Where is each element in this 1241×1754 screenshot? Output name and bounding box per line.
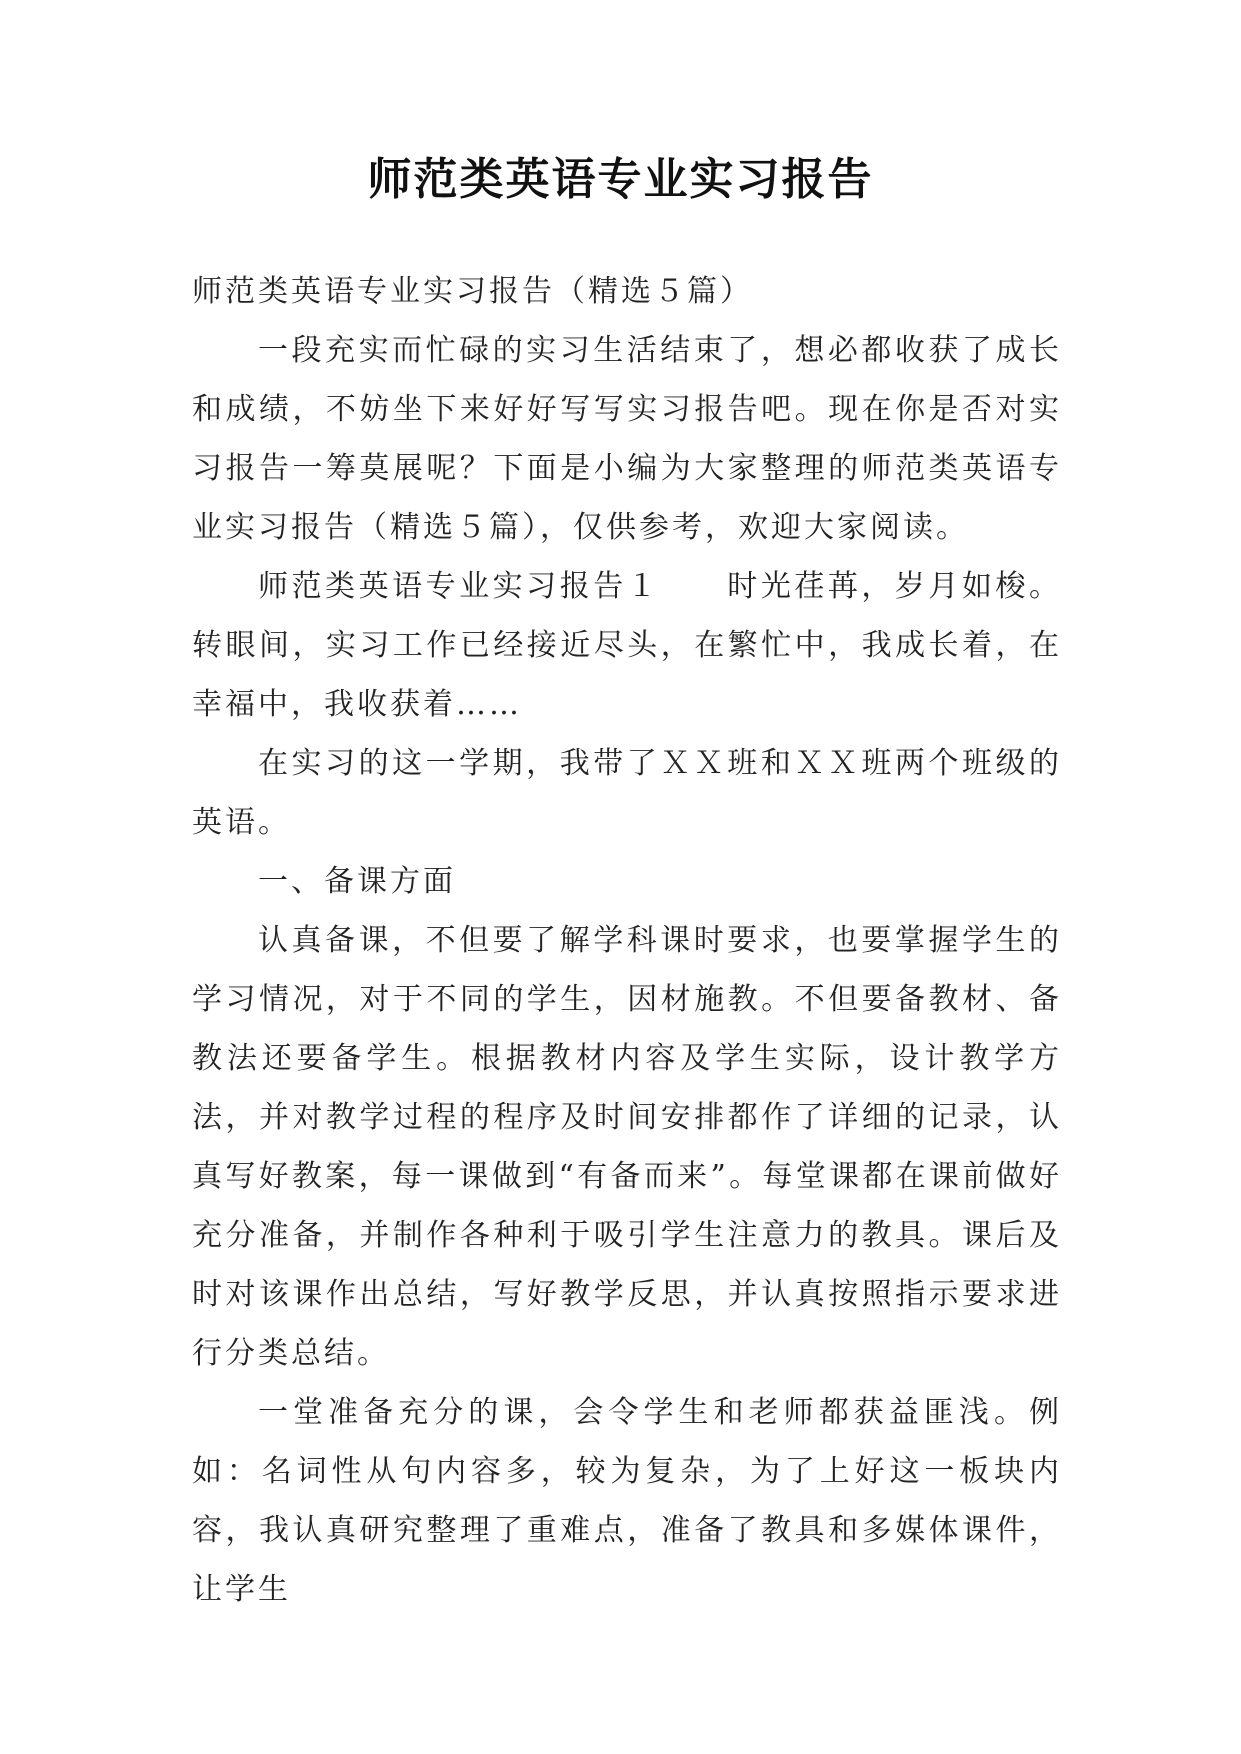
- paragraph-example: 一堂准备充分的课，会令学生和老师都获益匪浅。例如：名词性从句内容多，较为复杂，为了上好这一板块内容，我认真研究整理了重难点，准备了教具和多媒体课件，让学生: [192, 1395, 1062, 1607]
- document-body: [192, 262, 1062, 1619]
- document-title: 师范类英语专业实习报告: [367, 154, 874, 205]
- paragraph-lesson-prep: 认真备课，不但要了解学科课时要求，也要掌握学生的学习情况，对于不同的学生，因材施教。不但要备教材、备教法还要备学生。根据教材内容及学生实际，设计教学方法，并对教学过程的程序及时间安排都作了详细的记录，认真写好教案，每一课做到“有备而来”。每堂课都在课前做好充分准备，并制作各种利于吸引学生注意力的教具。课后及时对该课作出总结，写好教学反思，并认真按照指示要求进行分类总结。: [192, 923, 1062, 1371]
- section-heading-lesson-prep: 一、备课方面: [258, 864, 456, 899]
- paragraph-classes: 在实习的这一学期，我带了ＸＸ班和ＸＸ班两个班级的英语。: [192, 746, 1062, 840]
- paragraph-report-1-opening: 师范类英语专业实习报告１ 时光荏苒，岁月如梭。转眼间，实习工作已经接近尽头，在繁忙中，我成长着，在幸福中，我收获着……: [192, 569, 1062, 722]
- paragraph-intro: 一段充实而忙碌的实习生活结束了，想必都收获了成长和成绩，不妨坐下来好好写写实习报告吧。现在你是否对实习报告一筹莫展呢？下面是小编为大家整理的师范类英语专业实习报告（精选５篇），仅供参考，欢迎大家阅读。: [192, 333, 1062, 545]
- document-subtitle: 师范类英语专业实习报告（精选５篇）: [192, 274, 753, 309]
